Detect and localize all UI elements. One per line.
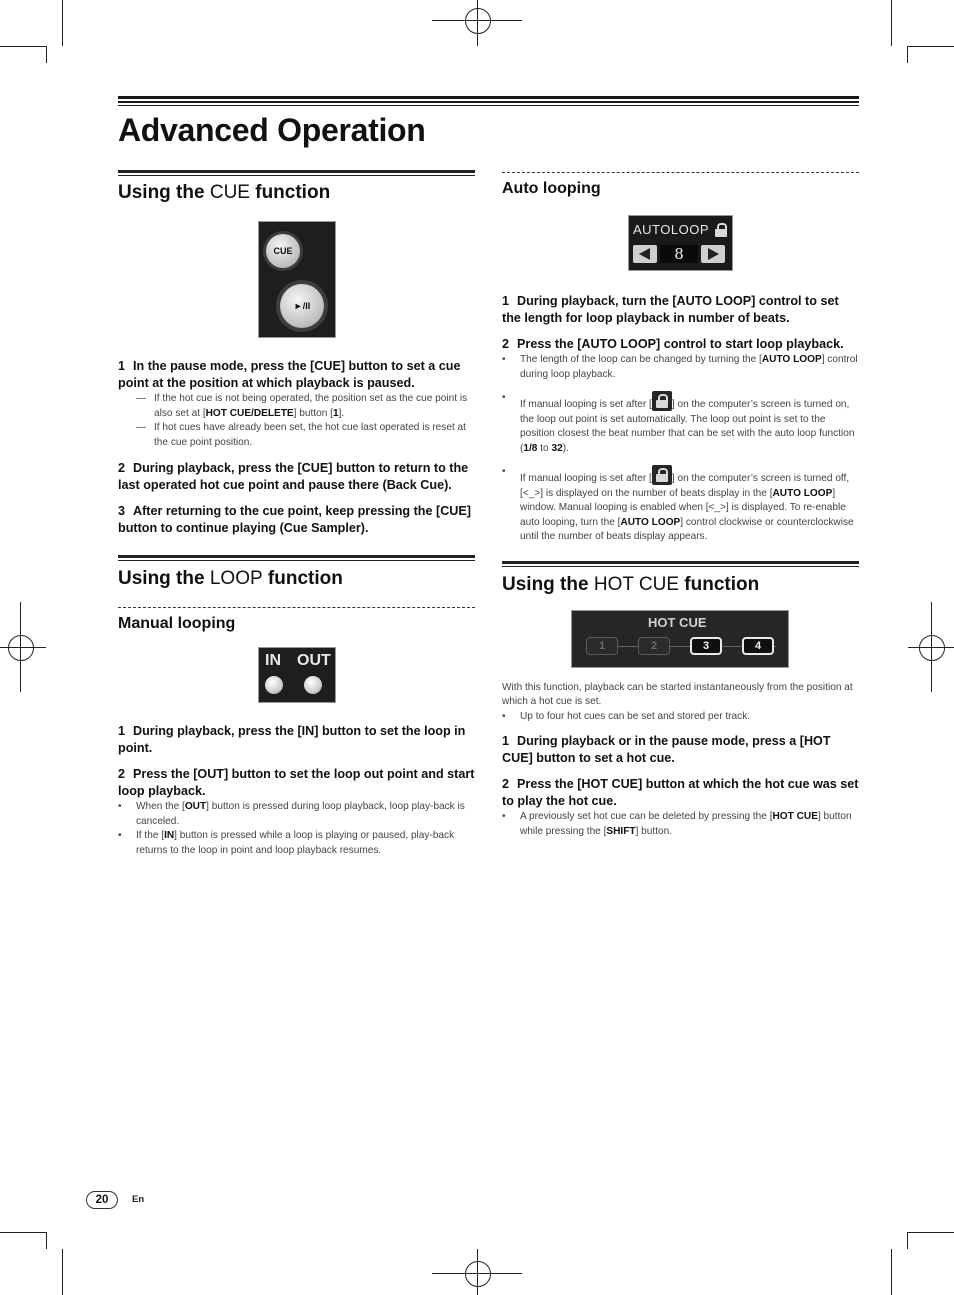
note-marker: • <box>502 710 506 722</box>
step-text: During playback, turn the [AUTO LOOP] control to set the length for loop playback in number of beats. <box>502 294 839 325</box>
section-rule <box>118 170 475 176</box>
note-text: ] is displayed. To re-enable auto looping, turn the [ <box>520 502 846 528</box>
out-lamp <box>304 676 322 694</box>
note-key: AUTO LOOP <box>772 487 833 499</box>
note-text: ). <box>562 442 569 454</box>
crop-mark <box>62 0 63 46</box>
note-marker: • <box>118 830 122 841</box>
subsection-rule <box>118 607 475 608</box>
note-text: If the [ <box>136 830 165 841</box>
step-text: During playback, press the [IN] button to set the loop in point. <box>118 724 466 755</box>
note <box>502 391 859 456</box>
note-text: ] button while pressing the [ <box>520 811 852 837</box>
registration-mark <box>8 635 34 661</box>
step <box>118 358 475 392</box>
note-text: The length of the loop can be changed by turning the [ <box>520 354 762 365</box>
note <box>118 800 475 829</box>
crop-mark <box>908 46 954 47</box>
note-text: When the [ <box>136 801 185 812</box>
note-text: ] button is pressed during loop playback, loop play-back is canceled. <box>136 801 465 827</box>
note-key: 1 <box>332 407 339 419</box>
heading-text: Using the <box>118 182 210 203</box>
note-text: ] button. <box>635 825 673 837</box>
step-text: During playback, press the [CUE] button to return to the last operated hot cue point and pause there (Back Cue). <box>118 461 469 492</box>
section-rule <box>118 555 475 561</box>
crop-mark <box>907 1232 908 1249</box>
hotcue-button-label: 2 <box>650 639 658 652</box>
note-symbol: <_> <box>708 502 726 513</box>
header-rule <box>118 101 859 103</box>
step-text: Press the [AUTO LOOP] control to start loop playback. <box>517 337 844 351</box>
step-number: 1 <box>502 734 510 748</box>
heading-command: HOT CUE <box>593 573 680 595</box>
increase-arrow-icon <box>701 245 725 263</box>
note-text: ] control during loop playback. <box>520 354 858 380</box>
step-text: In the pause mode, press the [CUE] button to set a cue point at the position at which playback is paused. <box>118 359 461 390</box>
in-lamp <box>265 676 283 694</box>
note-text: ] is displayed on the number of beats display in the [ <box>540 487 773 499</box>
note-text: If manual looping is set after [ <box>520 473 652 484</box>
in-out-buttons-image <box>258 647 336 703</box>
note <box>502 710 859 725</box>
note-key: AUTO LOOP <box>761 354 822 365</box>
note-marker: • <box>118 801 122 812</box>
step-number: 1 <box>118 359 126 373</box>
note-key: OUT <box>184 801 207 812</box>
note-text: If hot cues have already been set, the hot cue last operated is reset at the cue point position. <box>154 422 466 448</box>
note-text: If the hot cue is not being operated, the position set as the cue point is also set at [ <box>154 393 468 419</box>
step <box>118 723 475 757</box>
note-text: If manual looping is set after [ <box>520 399 652 410</box>
play-pause-button <box>280 284 324 328</box>
note-marker: — <box>136 422 147 433</box>
out-label: OUT <box>297 652 331 669</box>
note-text: ] button is pressed while a loop is playing or paused, play-back returns to the loop in point and loop playback resumes. <box>136 830 455 856</box>
crop-mark <box>891 0 892 46</box>
step <box>118 503 475 537</box>
step-number: 1 <box>118 724 126 738</box>
step-number: 1 <box>502 294 510 308</box>
heading-text: function <box>249 182 331 203</box>
step-text: After returning to the cue point, keep pressing the [CUE] button to continue playing (Cue Sampler). <box>118 504 471 535</box>
note-text: ] on the computer’s screen is turned on, the loop out point is set automatically. The loop out point is set to the position closest the beat number that can be set with the auto loop function ( <box>520 399 855 454</box>
crop-mark <box>908 1232 954 1233</box>
note-marker: • <box>502 392 506 403</box>
manual-looping-heading: Manual looping <box>118 615 236 632</box>
note-text: A previously set hot cue can be deleted by pressing the [ <box>520 811 773 822</box>
auto-looping-heading: Auto looping <box>502 180 601 197</box>
registration-mark <box>919 635 945 661</box>
hotcue-button-4 <box>742 637 774 655</box>
note-text: Up to four hot cues can be set and stored per track. <box>520 710 751 722</box>
step-number: 2 <box>502 777 510 791</box>
beat-value: 8 <box>674 245 684 263</box>
note-key: 32 <box>551 442 563 454</box>
note-marker: • <box>502 811 506 822</box>
left-column <box>118 170 475 858</box>
crop-mark <box>62 1249 63 1295</box>
note-text: ] control clockwise or counterclockwise until the number of beats display appears. <box>520 516 854 542</box>
cue-button-label: CUE <box>273 246 293 256</box>
note-marker: • <box>502 466 506 477</box>
hotcue-label: HOT CUE <box>648 614 707 630</box>
cue-button <box>266 234 300 268</box>
registration-mark <box>465 8 491 34</box>
decrease-arrow-icon <box>633 245 657 263</box>
crop-mark <box>0 1232 46 1233</box>
step-text: Press the [OUT] button to set the loop out point and start loop playback. <box>118 767 475 798</box>
step-number: 3 <box>118 504 126 518</box>
step-number: 2 <box>502 337 510 351</box>
note <box>118 392 475 421</box>
crop-mark <box>46 46 47 63</box>
note-text: ] button [ <box>293 407 333 419</box>
note <box>118 829 475 858</box>
heading-text: Using the <box>118 568 210 589</box>
step-number: 2 <box>118 767 126 781</box>
heading-text: Using the <box>502 573 594 595</box>
lock-icon <box>652 465 672 485</box>
note-text: ] on the computer’s screen is turned off, [ <box>520 473 850 499</box>
heading-command: LOOP <box>209 568 263 589</box>
crop-mark <box>907 46 908 63</box>
registration-mark <box>465 1261 491 1287</box>
note-key: HOT CUE/DELETE <box>205 407 294 419</box>
step <box>502 733 859 767</box>
hotcue-button-label: 1 <box>598 639 606 652</box>
step-number: 2 <box>118 461 126 475</box>
note-text: ]. <box>338 407 345 419</box>
note-text: ] window. Manual looping is enabled when [ <box>520 487 836 513</box>
note-marker: — <box>136 393 147 404</box>
step <box>502 293 859 327</box>
note-marker: • <box>502 354 506 365</box>
in-label: IN <box>265 652 281 669</box>
step <box>502 336 859 353</box>
note <box>502 353 859 382</box>
crop-mark <box>0 46 46 47</box>
hotcue-section-heading <box>502 574 859 596</box>
heading-text: function <box>679 573 760 595</box>
note <box>502 810 859 839</box>
hotcue-button-label: 3 <box>702 639 710 652</box>
step-text: Press the [HOT CUE] button at which the hot cue was set to play the hot cue. <box>502 777 859 808</box>
crop-mark <box>891 1249 892 1295</box>
lock-icon <box>652 391 672 411</box>
cue-buttons-image <box>258 221 336 338</box>
loop-section-heading <box>118 568 475 590</box>
hotcue-intro: With this function, playback can be started instantaneously from the position at which a hot cue is set. <box>502 681 853 707</box>
note-symbol: <_> <box>522 487 541 499</box>
note <box>118 421 475 450</box>
note-key: IN <box>164 830 175 841</box>
hotcue-button-2 <box>638 637 670 655</box>
section-rule <box>502 561 859 567</box>
play-pause-label: ►/II <box>293 301 311 311</box>
note-text: to <box>537 442 552 454</box>
hotcue-button-label: 4 <box>754 639 762 652</box>
step <box>118 460 475 494</box>
note <box>502 465 859 545</box>
note-key: HOT CUE <box>772 811 818 822</box>
subsection-rule <box>502 172 859 173</box>
step <box>502 776 859 810</box>
hotcue-button-1 <box>586 637 618 655</box>
note-key: SHIFT <box>606 825 636 837</box>
crop-mark <box>46 1232 47 1249</box>
heading-text: function <box>262 568 343 589</box>
cue-section-heading <box>118 182 475 204</box>
page-title: Advanced Operation <box>118 112 426 148</box>
lock-icon <box>711 220 727 237</box>
header-rule <box>118 105 859 106</box>
hotcue-button-3 <box>690 637 722 655</box>
header-rule <box>118 96 859 99</box>
autoloop-control-image <box>628 215 733 271</box>
page-language: En <box>132 1194 145 1205</box>
page-number: 20 <box>86 1191 118 1209</box>
note-key: 1/8 <box>523 442 538 454</box>
beat-value-display <box>660 245 698 263</box>
heading-command: CUE <box>209 182 250 203</box>
right-column <box>502 170 859 839</box>
autoloop-label: AUTOLOOP <box>633 222 710 237</box>
note-key: AUTO LOOP <box>620 516 681 528</box>
step-text: During playback or in the pause mode, press a [HOT CUE] button to set a hot cue. <box>502 734 831 765</box>
hotcue-buttons-image <box>571 610 789 668</box>
step <box>118 766 475 800</box>
